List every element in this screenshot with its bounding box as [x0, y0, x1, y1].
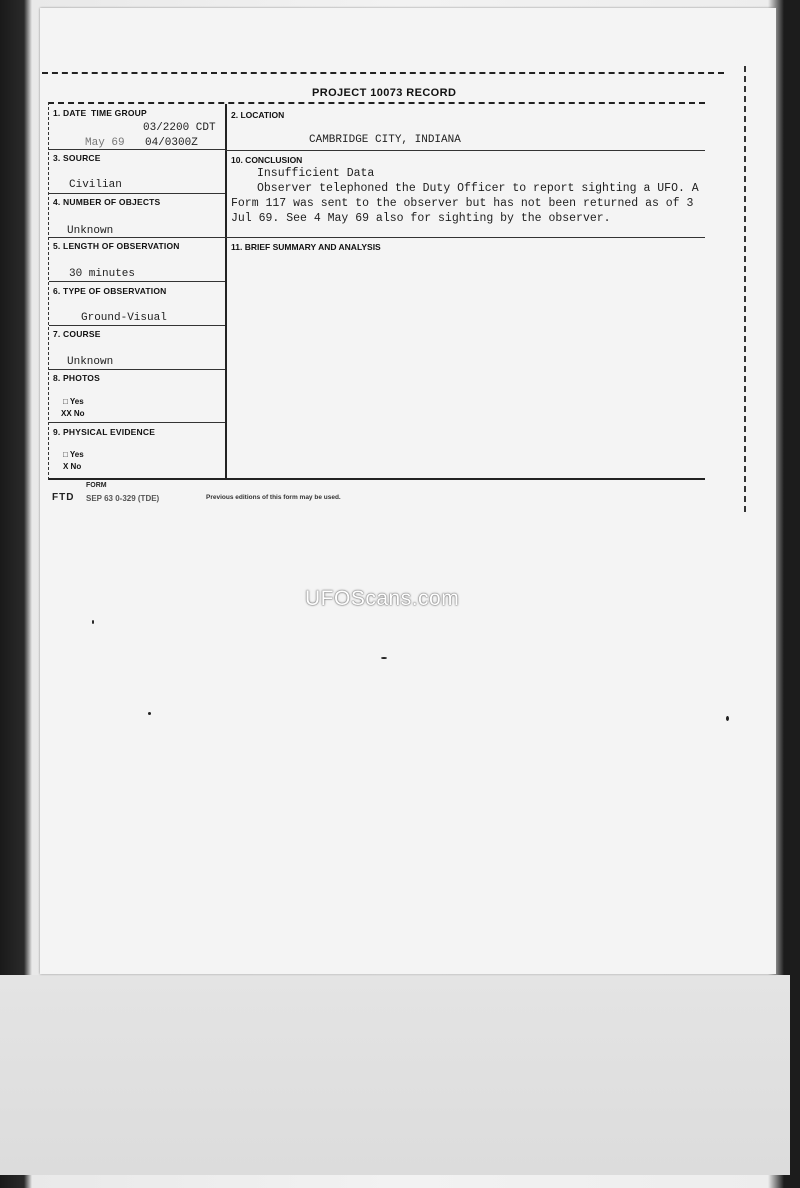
photos-no: XX No: [61, 409, 85, 418]
date-value: May 69: [85, 137, 125, 149]
conclusion-body: Observer telephoned the Duty Officer to report sighting a UFO. A Form 117 was sent to the observer but has not been returned as of 3 Jul 69. See 4 May 69 also for sighting by the observer.: [231, 182, 699, 225]
evidence-no: X No: [63, 462, 82, 471]
date-label: 1. DATE: [53, 108, 87, 118]
source-cell: [49, 149, 225, 194]
location-value: CAMBRIDGE CITY, INDIANA: [309, 134, 461, 146]
photos-label: 8. PHOTOS: [53, 373, 100, 383]
conclusion-label: 10. CONCLUSION: [231, 155, 303, 165]
type-cell: [49, 281, 225, 326]
summary-label: 11. BRIEF SUMMARY AND ANALYSIS: [231, 242, 381, 252]
location-rule: [225, 150, 705, 151]
course-value: Unknown: [67, 356, 114, 368]
length-label: 5. LENGTH OF OBSERVATION: [53, 241, 180, 251]
top-rule: [42, 72, 724, 74]
objects-label: 4. NUMBER OF OBJECTS: [53, 197, 161, 207]
length-cell: [49, 237, 225, 282]
course-cell: [49, 325, 225, 370]
footer-form-word: FORM: [86, 482, 107, 489]
underlying-sheet: [0, 975, 790, 1175]
footer-ftd: FTD: [52, 492, 75, 503]
length-value: 30 minutes: [69, 268, 136, 280]
course-label: 7. COURSE: [53, 329, 101, 339]
type-value: Ground-Visual: [81, 312, 167, 324]
footer-form-number: SEP 63 0-329 (TDE): [86, 494, 160, 503]
photos-cell: [49, 369, 225, 423]
scan-speck: [381, 657, 387, 659]
objects-cell: [49, 193, 225, 238]
conclusion-text: [231, 166, 701, 226]
scan-speck: [92, 620, 94, 624]
time-local-value: 03/2200 CDT: [143, 122, 216, 134]
evidence-cell: [49, 422, 225, 478]
type-label: 6. TYPE OF OBSERVATION: [53, 286, 167, 296]
column-divider: [225, 104, 227, 478]
conclusion-rule: [225, 237, 705, 238]
record-form: [48, 102, 705, 480]
right-rule: [744, 66, 746, 512]
footer-note: Previous editions of this form may be used.: [206, 494, 341, 501]
photos-yes: □ Yes: [63, 397, 84, 406]
source-label: 3. SOURCE: [53, 153, 101, 163]
scan-speck: [726, 716, 729, 721]
conclusion-head: Insufficient Data: [257, 167, 375, 180]
location-label: 2. LOCATION: [231, 110, 285, 120]
scan-speck: [148, 712, 151, 715]
time-group-label: TIME GROUP: [91, 108, 147, 118]
watermark-text: UFOScans.com: [305, 587, 460, 610]
time-zulu-value: 04/0300Z: [145, 137, 198, 149]
source-value: Civilian: [69, 179, 122, 191]
date-cell: [49, 104, 225, 150]
document-title: PROJECT 10073 RECORD: [312, 87, 457, 99]
evidence-yes: □ Yes: [63, 450, 84, 459]
objects-value: Unknown: [67, 225, 114, 237]
evidence-label: 9. PHYSICAL EVIDENCE: [53, 427, 156, 437]
